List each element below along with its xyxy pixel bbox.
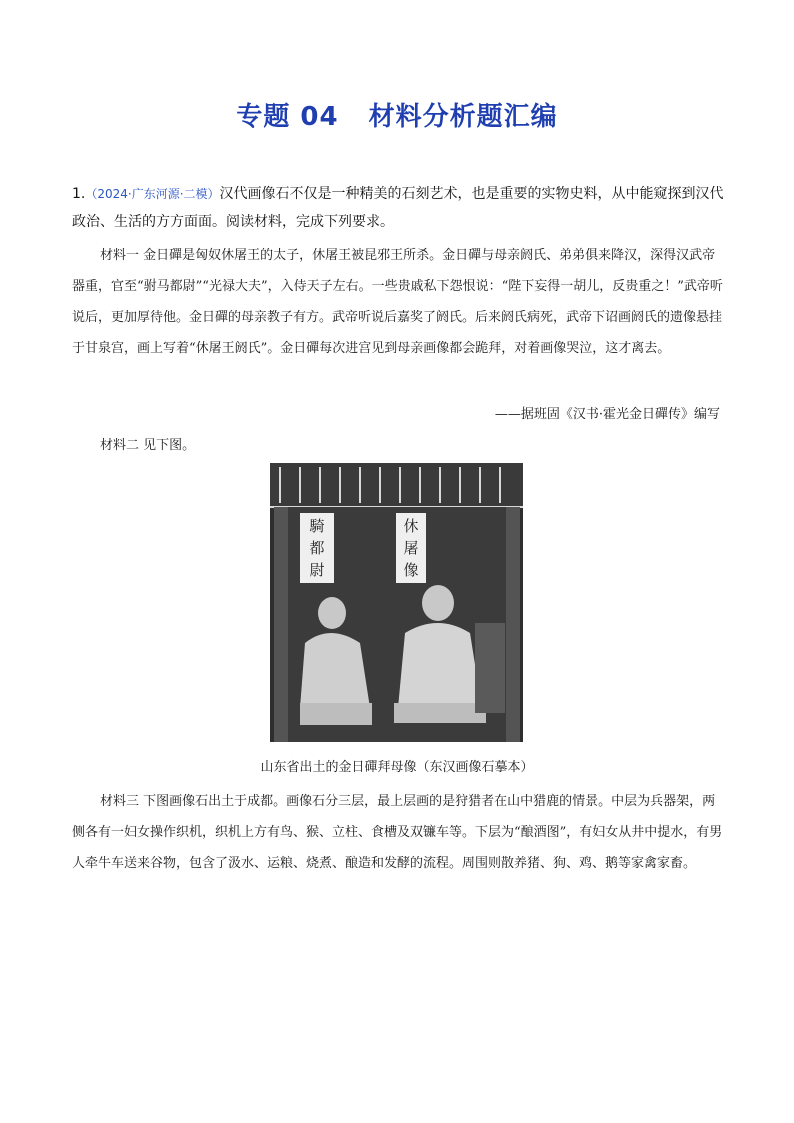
title-topic-number: 专题 04 [236, 102, 339, 132]
title-topic-name: 材料分析题汇编 [368, 102, 558, 132]
page-title [0, 96, 794, 133]
question-1 [72, 180, 724, 236]
question-number: 1. [72, 186, 86, 202]
material-3: 材料三 下图画像石出土于成都。画像石分三层，最上层画的是狩猎者在山中猎鹿的情景。中层为兵器架，两侧各有一妇女操作织机，织机上方有鸟、猴、立柱、食槽及双镰车等。下层为“酿酒图”，有妇女从井中提水，有男人牵牛车送来谷物，包含了汲水、运粮、烧煮、酿造和发酵的流程。周围则散养猪、狗、鸡、鹅等家禽家畜。 [72, 794, 723, 871]
material-1-citation: ——据班固《汉书·霍光金日磾传》编写 [494, 407, 720, 422]
rubbing-illustration [270, 463, 523, 742]
material-2: 材料二 见下图。 [100, 438, 196, 453]
question-source: （2024·广东河源·二模） [85, 187, 220, 201]
svg-text:騎: 騎 [309, 517, 325, 535]
image-caption: 山东省出土的金日磾拜母像（东汉画像石摹本） [260, 760, 534, 775]
svg-text:屠: 屠 [403, 539, 419, 557]
rubbing-image [270, 463, 523, 742]
material-1: 材料一 金日磾是匈奴休屠王的太子，休屠王被昆邪王所杀。金日磾与母亲阏氏、弟弟俱来降汉，深得汉武帝器重，官至“驸马都尉”“光禄大夫”，入侍天子左右。一些贵戚私下怨恨说：“陛下妄得一胡儿，反贵重之！”武帝听说后，更加厚待他。金日磾的母亲教子有方。武帝听说后嘉奖了阏氏。后来阏氏病死，武帝下诏画阏氏的遗像悬挂于甘泉宫，画上写着“休屠王阏氏”。金日磾每次进宫见到母亲画像都会跪拜，对着画像哭泣，这才离去。 [72, 248, 723, 356]
question-text: 汉代画像石不仅是一种精美的石刻艺术，也是重要的实物史料，从中能窥探到汉代政治、生活的方方面面。阅读材料，完成下列要求。 [72, 186, 724, 230]
svg-text:像: 像 [403, 561, 419, 579]
svg-text:都: 都 [309, 539, 325, 557]
svg-text:尉: 尉 [309, 561, 325, 579]
svg-text:休: 休 [403, 517, 419, 535]
